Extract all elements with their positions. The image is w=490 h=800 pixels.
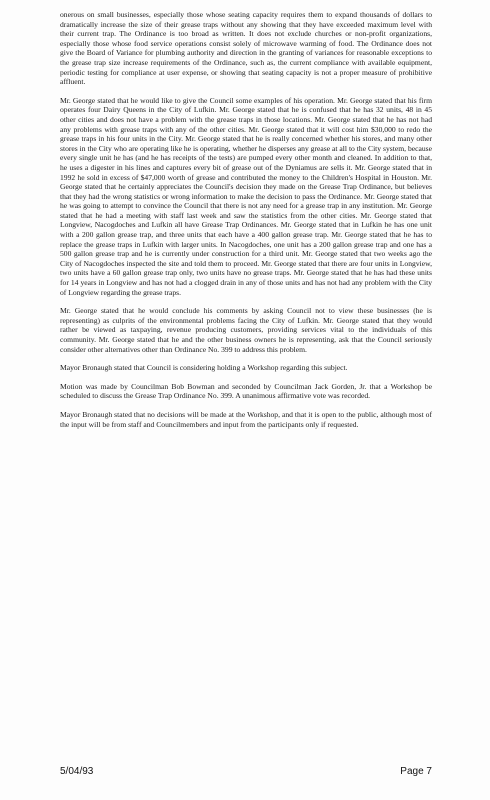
paragraph-motion: Motion was made by Councilman Bob Bowman and seconded by Councilman Jack Gorden, Jr. that a Workshop be scheduled to discuss the Grease Trap Ordinance No. 399. A unanimous affirmative vote was recorded. <box>60 381 432 401</box>
paragraph-george-examples: Mr. George stated that he would like to give the Council some examples of his operation. Mr. George stated that his firm operates four Dairy Queens in the City of Lufkin. Mr. George stated that he is confused that he has 32 units, 48 in 45 other cities and does not have a problem with the grease traps in those locations. Mr. George stated that he has not had any problems with grease traps with any of the other cities. Mr. George stated that it will cost him $30,000 to redo the grease traps in his four units in the City. Mr. George stated that he is really concerned whether his stores, and many other stores in the City who are operating like he is operating, whether he disperses any grease at all to the City system, because every single unit he has (and he has receipts of the tests) are pumped every other month and cleaned. In addition to that, he uses a digester in his lines and captures every bit of grease out of the Dyniamus are sells it. Mr. George stated that in 1992 he sold in excess of $47,000 worth of grease and contributed the money to the Children's Hospital in Houston. Mr. George stated that he certainly appreciates the Council's decision they made on the Grease Trap Ordinance, but believes that they had the wrong statistics or wrong information to make the decision to pass the Ordinance. Mr. George stated that he was going to attempt to convince the Council that there is not any need for a grease trap in any institution. Mr. George stated that he had a meeting with staff last week and saw the statistics from the other cities. Mr. George stated that Longview, Nacogdoches and Lufkin all have Grease Trap Ordinances. Mr. George stated that in Lufkin he has one unit with a 200 gallon grease trap, and three units that each have a 400 gallon grease trap. Mr. George stated that he has to replace the grease traps in Lufkin with larger units. In Nacogdoches, one unit has a 200 gallon grease trap and one has a 500 gallon grease trap and he is currently under construction for a third unit. Mr. George stated that two weeks ago the City of Nacogdoches inspected the site and told them to proceed. Mr. George stated that there are four units in Longview, two units have a 60 gallon grease trap only, two units have no grease traps. Mr. George stated that he has had these units for 14 years in Longview and has not had a clogged drain in any of those units and has not had any problem with the City of Longview regarding the grease traps. <box>60 95 432 297</box>
paragraph-mayor-decisions: Mayor Bronaugh stated that no decisions will be made at the Workshop, and that it is open to the public, although most of the input will be from staff and Councilmembers and input from the participants only if requested. <box>60 409 432 429</box>
footer-date: 5/04/93 <box>60 766 94 777</box>
page-body <box>60 10 432 438</box>
paragraph-ordinance-objections: onerous on small businesses, especially those whose seating capacity requires them to expand thousands of dollars to dramatically increase the size of their grease traps without any showing that they have exceeded maximum level with their current trap. The Ordinance is too broad as written. It does not exclude churches or non-profit organizations, especially those whose food service operations consist solely of microwave warming of food. The Ordinance does not give the Board of Variance for plumbing authority and direction in the granting of variances for reasonable exceptions to the grease trap size increase requirements of the Ordinance, such as, the current compliance with available equipment, periodic testing for compliance at user expense, or showing that seating capacity is not a proper measure of prohibitive affluent. <box>60 10 432 87</box>
footer-page-number: Page 7 <box>400 766 432 777</box>
paragraph-mayor-workshop: Mayor Bronaugh stated that Council is considering holding a Workshop regarding this subject. <box>60 363 348 373</box>
paragraph-george-conclusion: Mr. George stated that he would conclude his comments by asking Council not to view these businesses (he is representing) as culprits of the environmental problems facing the City of Lufkin. Mr. George stated that they would rather be viewed as taxpaying, revenue producing customers, providing services vital to the individuals of this community. Mr. George stated that he and the other business owners he is representing, ask that the Council seriously consider other alternatives other than Ordinance No. 399 to address this problem. <box>60 306 432 354</box>
page-footer <box>60 766 432 780</box>
